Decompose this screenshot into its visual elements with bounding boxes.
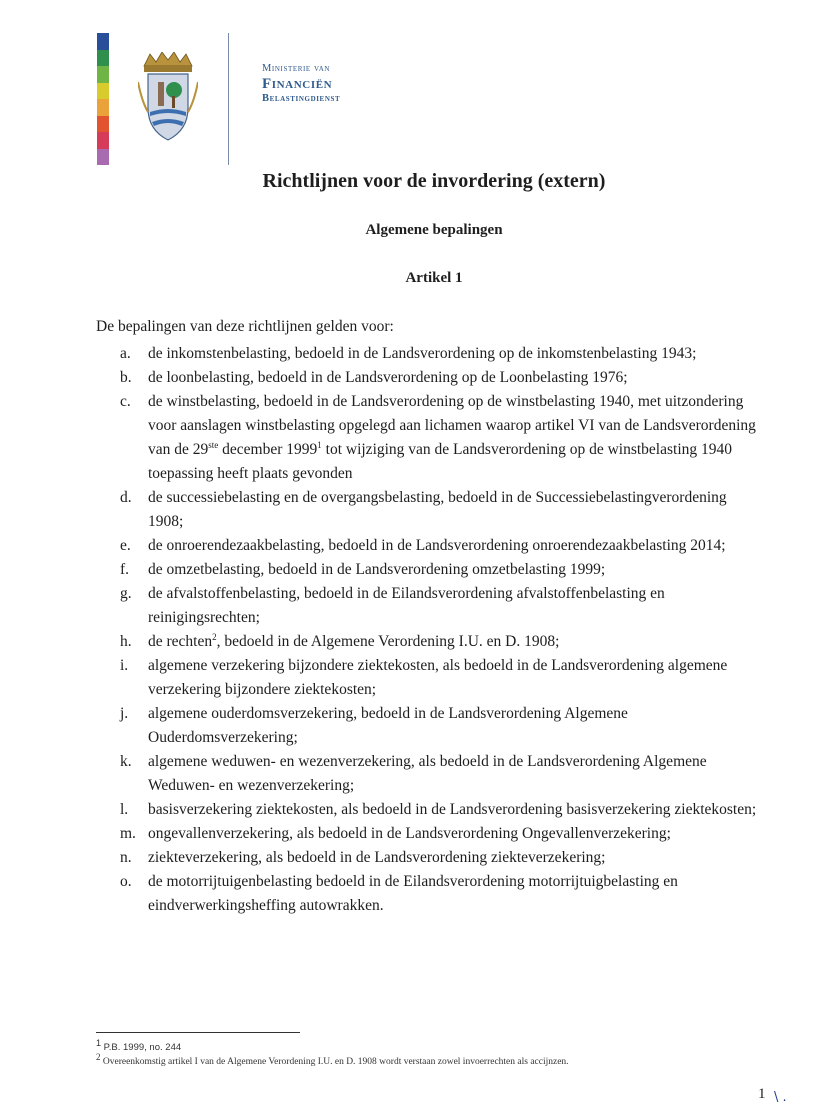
list-text: de omzetbelasting, bedoeld in de Landsverordening omzetbelasting 1999; — [148, 561, 606, 578]
list-text: de onroerendezaakbelasting, bedoeld in de Landsverordening onroerendezaakbelasting 2014; — [148, 537, 726, 554]
superscript: ste — [208, 439, 219, 450]
list-letter: c. — [120, 393, 131, 410]
list-letter: d. — [120, 489, 132, 506]
footnote-mark: 2 — [96, 1051, 101, 1062]
list-item — [120, 366, 760, 390]
intro-text: De bepalingen van deze richtlijnen gelden voor: — [96, 318, 394, 335]
list-item — [120, 798, 760, 822]
stripe-segment — [97, 50, 109, 67]
stripe-segment — [97, 132, 109, 149]
coat-of-arms-icon — [138, 52, 198, 144]
tax-list — [120, 342, 760, 918]
section-heading: Algemene bepalingen — [365, 222, 503, 238]
stripe-segment — [97, 116, 109, 133]
stripe-segment — [97, 83, 109, 100]
list-item — [120, 630, 760, 654]
list-text: algemene weduwen- en wezenverzekering, als bedoeld in de Landsverordening Algemene Weduwen- en wezenverzekering; — [148, 753, 707, 794]
list-text: de successiebelasting en de overgangsbelasting, bedoeld in de Successiebelastingverordening 1908; — [148, 489, 727, 530]
list-letter: g. — [120, 585, 132, 602]
list-text: basisverzekering ziektekosten, als bedoeld in de Landsverordening basisverzekering ziektekosten; — [148, 801, 757, 818]
list-item — [120, 822, 760, 846]
color-stripe — [97, 33, 109, 165]
list-text: algemene verzekering bijzondere ziektekosten, als bedoeld in de Landsverordening algemene verzekering bijzondere ziektekosten; — [148, 657, 728, 698]
list-text — [148, 390, 760, 486]
header-divider — [228, 33, 229, 165]
list-letter: b. — [120, 369, 132, 386]
list-text: ziekteverzekering, als bedoeld in de Landsverordening ziekteverzekering; — [148, 849, 606, 866]
list-letter: o. — [120, 873, 132, 890]
ministry-line1: Ministerie van — [262, 63, 331, 74]
list-item — [120, 870, 760, 918]
list-text-part: december 1999 — [218, 441, 318, 458]
list-item — [120, 534, 760, 558]
list-text-part: de winstbelasting, bedoeld in de Landsverordening op de winstbelasting 1940, met uitzondering voor aanslagen winstbelasting opgelegd aan lichamen waarop artikel VI van de Landsverordening van de 29 — [148, 393, 756, 458]
list-item — [120, 486, 760, 534]
list-text — [148, 630, 760, 654]
list-letter: m. — [120, 825, 136, 842]
list-letter: k. — [120, 753, 132, 770]
list-text: de motorrijtuigenbelasting bedoeld in de Eilandsverordening motorrijtuigbelasting en eindverwerkingsheffing autowrakken. — [148, 873, 678, 914]
list-text: ongevallenverzekering, als bedoeld in de Landsverordening Ongevallenverzekering; — [148, 825, 671, 842]
list-letter: i. — [120, 657, 129, 674]
list-item — [120, 702, 760, 750]
page-number: 1 — [758, 1086, 766, 1102]
footnote-ref: 1 — [317, 439, 322, 450]
ministry-line2: Financiën — [262, 76, 333, 92]
list-item — [120, 342, 760, 366]
footnote-divider — [96, 1032, 300, 1033]
stripe-segment — [97, 99, 109, 116]
list-letter: e. — [120, 537, 131, 554]
article-heading: Artikel 1 — [405, 270, 463, 286]
list-text-part: de rechten — [148, 633, 213, 650]
list-letter: j. — [120, 705, 129, 722]
ministry-logo-text — [262, 62, 340, 106]
list-text: de inkomstenbelasting, bedoeld in de Landsverordening op de inkomstenbelasting 1943; — [148, 345, 697, 362]
list-letter: a. — [120, 345, 131, 362]
footnote-mark: 1 — [96, 1037, 102, 1048]
list-text: de loonbelasting, bedoeld in de Landsverordening op de Loonbelasting 1976; — [148, 369, 628, 386]
list-item — [120, 654, 760, 702]
list-item — [120, 558, 760, 582]
list-text-part: , bedoeld in de Algemene Verordening I.U. en D. 1908; — [216, 633, 560, 650]
footnote-ref: 2 — [212, 631, 217, 642]
list-letter: n. — [120, 849, 132, 866]
list-item — [120, 390, 760, 486]
list-item — [120, 750, 760, 798]
stripe-segment — [97, 66, 109, 83]
list-item — [120, 582, 760, 630]
footnote-1 — [96, 1037, 569, 1055]
list-text-part: tot wijziging van de Landsverordening op de winstbelasting 1940 toepassing heeft plaats gevonden — [148, 441, 733, 482]
list-letter: h. — [120, 633, 132, 650]
ministry-line3: Belastingdienst — [262, 93, 341, 104]
ink-mark-icon: \ . — [774, 1090, 787, 1105]
footnote-text: P.B. 1999, no. 244 — [103, 1042, 182, 1053]
stripe-segment — [97, 149, 109, 166]
footnotes — [96, 1037, 569, 1070]
list-letter: l. — [120, 801, 129, 818]
list-text: de afvalstoffenbelasting, bedoeld in de Eilandsverordening afvalstoffenbelasting en reinigingsrechten; — [148, 585, 665, 626]
footnote-text: Overeenkomstig artikel I van de Algemene Verordening I.U. en D. 1908 wordt verstaan zowel invoerrechten als accijnzen. — [102, 1057, 569, 1067]
stripe-segment — [97, 33, 109, 50]
document-title: Richtlijnen voor de invordering (extern) — [262, 170, 606, 192]
list-letter: f. — [120, 561, 130, 578]
list-text: algemene ouderdomsverzekering, bedoeld in de Landsverordening Algemene Ouderdomsverzekering; — [148, 705, 628, 746]
list-item — [120, 846, 760, 870]
footnote-2 — [96, 1051, 569, 1070]
